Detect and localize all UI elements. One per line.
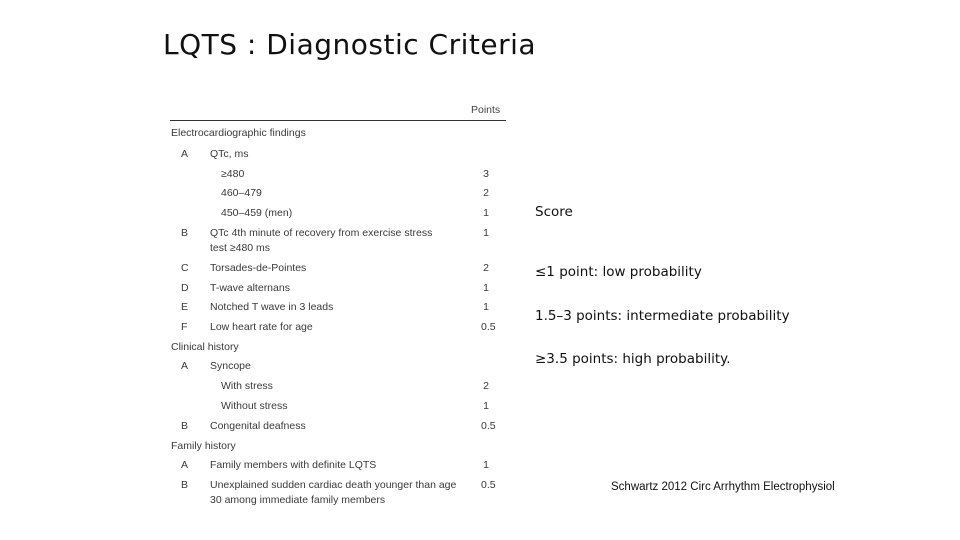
row-points: 0.5: [481, 479, 496, 491]
table-row: [168, 301, 508, 317]
row-criterion: test ≥480 ms: [210, 242, 271, 254]
table-row: [168, 207, 508, 223]
score-item-high: ≥3.5 points: high probability.: [535, 351, 731, 367]
row-criterion: Unexplained sudden cardiac death younger than age: [210, 479, 457, 491]
table-row: [168, 479, 508, 495]
score-item-intermediate: 1.5–3 points: intermediate probability: [535, 308, 790, 324]
table-row: [168, 380, 508, 396]
score-heading: Score: [535, 204, 573, 220]
row-points: 2: [483, 187, 489, 199]
score-item-low: ≤1 point: low probability: [535, 264, 702, 280]
row-criterion: 30 among immediate family members: [210, 494, 386, 506]
section-family-history: Family history: [171, 440, 236, 452]
row-criterion: Without stress: [221, 400, 288, 412]
row-letter: A: [181, 459, 189, 471]
table-row: [168, 459, 508, 475]
table-row: [168, 420, 508, 436]
row-criterion: Congenital deafness: [210, 420, 306, 432]
table-row: [168, 168, 508, 184]
table-row: [168, 400, 508, 416]
row-criterion: 450–459 (men): [221, 207, 293, 219]
table-row: [168, 242, 508, 258]
citation: Schwartz 2012 Circ Arrhythm Electrophysiol: [611, 481, 835, 493]
points-column-header: Points: [471, 104, 501, 116]
row-letter: C: [181, 262, 189, 274]
row-criterion: Syncope: [210, 360, 251, 372]
row-criterion: QTc, ms: [210, 148, 249, 160]
table-row: [168, 494, 508, 510]
row-letter: E: [181, 301, 189, 313]
section-clinical-history: Clinical history: [171, 341, 239, 353]
row-letter: F: [181, 321, 188, 333]
row-points: 1: [483, 282, 489, 294]
row-points: 2: [483, 262, 489, 274]
table-row: [168, 262, 508, 278]
row-points: 1: [483, 400, 489, 412]
row-points: 3: [483, 168, 489, 180]
row-points: 1: [483, 207, 489, 219]
table-row: [168, 282, 508, 298]
row-letter: D: [181, 282, 189, 294]
header-rule: [170, 120, 506, 121]
section-ecg-findings: Electrocardiographic findings: [171, 127, 306, 139]
row-points: 2: [483, 380, 489, 392]
row-points: 1: [483, 227, 489, 239]
row-points: 0.5: [481, 321, 496, 333]
row-criterion: Low heart rate for age: [210, 321, 313, 333]
row-criterion: ≥480: [221, 168, 245, 180]
row-letter: A: [181, 148, 189, 160]
row-criterion: T-wave alternans: [210, 282, 290, 294]
row-criterion: QTc 4th minute of recovery from exercise stress: [210, 227, 433, 239]
row-criterion: Notched T wave in 3 leads: [210, 301, 334, 313]
slide-title: LQTS : Diagnostic Criteria: [163, 28, 537, 61]
table-row: [168, 187, 508, 203]
row-letter: B: [181, 227, 189, 239]
table-row: [168, 321, 508, 337]
row-criterion: 460–479: [221, 187, 262, 199]
row-points: 1: [483, 301, 489, 313]
row-points: 1: [483, 459, 489, 471]
row-letter: B: [181, 479, 189, 491]
row-criterion: Family members with definite LQTS: [210, 459, 377, 471]
table-row: [168, 360, 508, 376]
table-row: [168, 148, 508, 164]
row-points: 0.5: [481, 420, 496, 432]
row-criterion: Torsades-de-Pointes: [210, 262, 307, 274]
table-row: [168, 227, 508, 243]
row-letter: A: [181, 360, 189, 372]
row-criterion: With stress: [221, 380, 273, 392]
row-letter: B: [181, 420, 189, 432]
